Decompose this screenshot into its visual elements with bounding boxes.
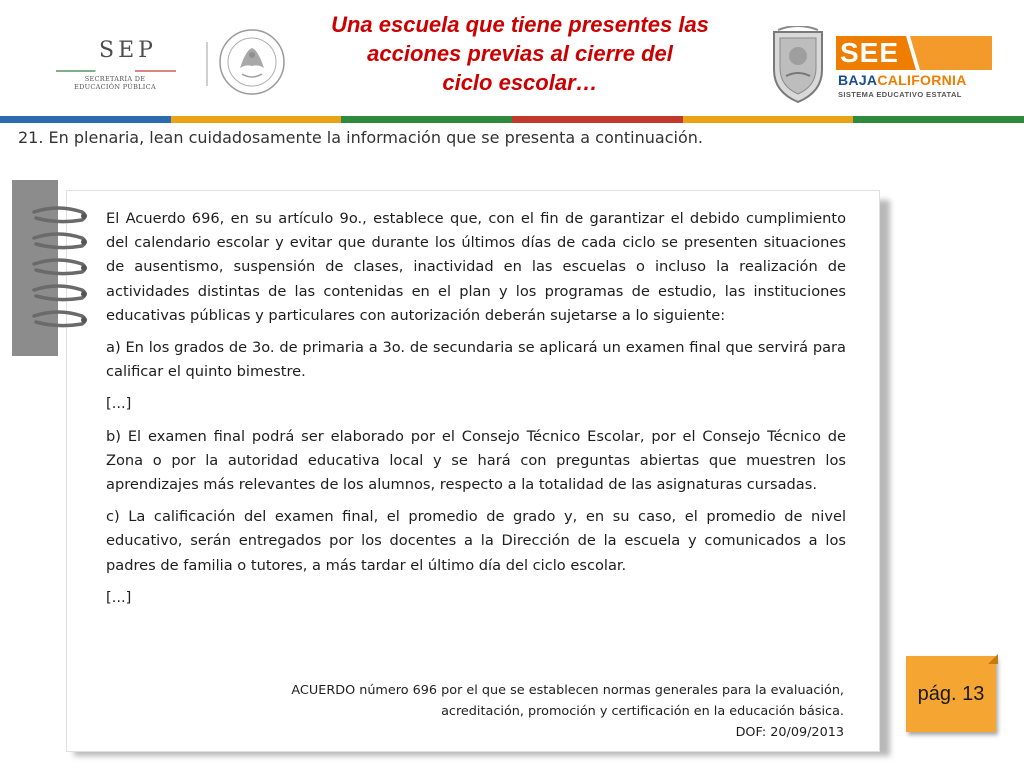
strip-green <box>341 116 512 123</box>
sep-logo-subtitle <box>50 75 180 91</box>
citation-line-3: DOF: 20/09/2013 <box>735 725 844 740</box>
notebook-rings-icon <box>28 200 98 340</box>
page-number-text: pág. 13 <box>917 682 985 705</box>
document-intro: El Acuerdo 696, en su artículo 9o., establece que, con el fin de garantizar el debido cumplimiento del calendario escolar y evitar que durante los últimos días de cada ciclo se presenten situaciones de ausentismo, suspensión de clases, inactividad en las escuelas o incluso la realización de actividades distintas de las contenidas en el plan y los programas de estudio, las instituciones educativas públicas y particulares con autorización deberán sujetarse a lo siguiente: <box>106 210 846 324</box>
see-logo-subtitle: SISTEMA EDUCATIVO ESTATAL <box>838 90 962 99</box>
citation <box>250 680 844 743</box>
document-item-c: c) La calificación del examen final, el promedio de grado y, en su caso, el promedio de nivel educativo, serán entregados por los docentes a la Dirección de la escuela y comunicados a los padres de familia o tutores, a más tardar el último día del ciclo escolar. <box>106 508 846 574</box>
sep-logo-text: SEP <box>99 38 157 63</box>
document-item-a: a) En los grados de 3o. de primaria a 3o. de secundaria se aplicará un examen final que servirá para calificar el quinto bimestre. <box>106 339 846 381</box>
page-title <box>290 10 750 97</box>
document-ellipsis-2: [...] <box>106 588 132 606</box>
see-logo-text: SEE <box>840 37 900 68</box>
strip-red <box>512 116 683 123</box>
sep-logo <box>50 38 190 100</box>
color-strip <box>0 116 1024 123</box>
title-line-1: Una escuela que tiene presentes las <box>331 12 709 37</box>
strip-blue <box>0 116 171 123</box>
strip-yellow <box>171 116 342 123</box>
citation-line-1: ACUERDO número 696 por el que se establecen normas generales para la evaluación, <box>291 683 844 698</box>
header <box>0 0 1024 116</box>
document-item-b: b) El examen final podrá ser elaborado por el Consejo Técnico Escolar, por el Consejo Técnico de Zona o por la autoridad educativa local y se hará con preguntas abiertas que muestren los aprendizajes más relevantes de los alumnos, respecto a la totalidad de las asignaturas cursadas. <box>106 427 846 494</box>
bc-name-baja: BAJA <box>838 72 878 88</box>
logo-divider <box>206 42 208 86</box>
title-line-3: ciclo escolar… <box>442 70 598 95</box>
mexico-seal-icon <box>218 28 286 96</box>
sep-sub-line2: EDUCACIÓN PÚBLICA <box>74 83 156 91</box>
instruction-text: 21. En plenaria, lean cuidadosamente la información que se presenta a continuación. <box>18 128 703 147</box>
baja-california-shield-icon <box>770 26 826 104</box>
strip-yellow-2 <box>683 116 854 123</box>
document-ellipsis-1: [...] <box>106 395 132 413</box>
sep-sub-line1: SECRETARÍA DE <box>84 75 146 83</box>
citation-line-2: acreditación, promoción y certificación en la educación básica. <box>441 704 844 719</box>
title-line-2: acciones previas al cierre del <box>367 41 673 66</box>
sep-logo-bar <box>56 70 176 72</box>
document-body <box>106 207 846 618</box>
baja-california-name <box>838 72 967 88</box>
badge-fold <box>988 654 998 664</box>
page-number-badge <box>906 656 996 732</box>
strip-green-2 <box>853 116 1024 123</box>
bc-name-california: CALIFORNIA <box>877 72 967 88</box>
